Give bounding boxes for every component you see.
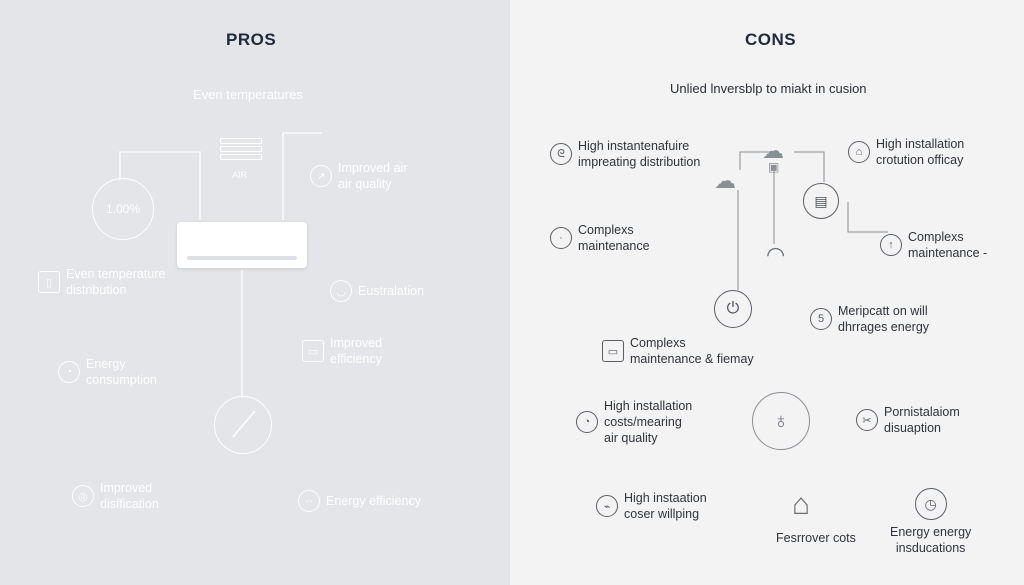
- cons-item-label: Fesrrover cots: [776, 531, 856, 545]
- loop-icon: ᘓ: [550, 143, 572, 165]
- cons-title: CONS: [745, 30, 797, 49]
- cons-item: [576, 398, 692, 446]
- pros-item: [310, 160, 407, 192]
- ducts-icon: [220, 138, 262, 180]
- number-five-icon: 5: [810, 308, 832, 330]
- cons-item: [776, 530, 856, 546]
- house-icon: ⌂: [792, 488, 811, 521]
- cons-item-label: High installation crotution officay: [876, 137, 965, 167]
- pros-item-label: Improved disffication: [100, 481, 159, 511]
- meter-icon: ◔: [58, 361, 80, 383]
- thermo-icon: ◡: [330, 280, 352, 302]
- panel-icon: ▭: [302, 340, 324, 362]
- circle-icon: ·: [550, 227, 572, 249]
- pros-item-label: Eustralation: [358, 284, 425, 298]
- clock-icon: ◷: [915, 488, 947, 520]
- clock-icon: [214, 396, 272, 454]
- cons-subtitle: Unlied lnversblp to miakt in cusion: [670, 81, 867, 96]
- cloud-icon: ☁: [714, 168, 736, 193]
- plug-icon: ⌁: [596, 495, 618, 517]
- pros-item-label: Energy efficiency: [326, 494, 421, 508]
- pros-item: [72, 480, 159, 512]
- cons-item: [550, 222, 650, 254]
- cons-item: [596, 490, 707, 522]
- cons-item: [848, 136, 964, 168]
- building-icon: ⌂: [848, 141, 870, 163]
- rect-icon: ▭: [602, 340, 624, 362]
- cons-item-label: High instaation coser willping: [624, 491, 707, 521]
- cons-item-label: Complexs maintenance: [578, 223, 650, 253]
- pros-panel: [0, 0, 510, 585]
- cons-item-label: Pornistalaiom disuaption: [884, 405, 960, 435]
- pros-item: [298, 490, 421, 512]
- phone-icon: ▯: [38, 271, 60, 293]
- pros-item-label: Even temperature distribution: [66, 267, 166, 297]
- power-icon: ⏻: [714, 290, 752, 328]
- lightbulb-icon: ♁: [752, 392, 810, 450]
- cons-item-label: Complexs maintenance & fiemay: [630, 336, 754, 366]
- pros-item-label: Improved air air quality: [338, 161, 408, 191]
- cons-item: [602, 335, 754, 367]
- pros-item: [330, 280, 424, 302]
- cons-item: [890, 488, 971, 556]
- pros-item: [58, 356, 157, 388]
- target-icon: ◎: [72, 485, 94, 507]
- pros-item-label: Energy consumption: [86, 357, 157, 387]
- gauge-icon: [92, 178, 154, 240]
- tools-icon: ✂: [856, 409, 878, 431]
- cons-panel: [510, 0, 1024, 585]
- cons-item-label: Complexs maintenance -: [908, 230, 988, 260]
- arrow-up-icon: ↑: [880, 234, 902, 256]
- cons-item-label: Meripcatt on will dhrrages energy: [838, 304, 930, 334]
- trend-icon: ↗: [310, 165, 332, 187]
- air-conditioner-unit: [177, 222, 307, 268]
- pros-item-label: Improved efficiency: [330, 336, 383, 366]
- pros-subtitle: Even temperatures: [193, 87, 303, 102]
- cloud-icon: ☁: [762, 138, 784, 163]
- gauge-value: 1.00%: [105, 202, 141, 216]
- wifi-icon: ◠: [766, 242, 786, 267]
- pros-item: [38, 266, 165, 298]
- pros-title: PROS: [226, 30, 277, 49]
- cons-item: [856, 404, 960, 436]
- cons-item-label: High instantenafuire impreating distribution: [578, 139, 701, 169]
- pie-icon: ◔: [576, 411, 598, 433]
- fan-icon: ⇔: [298, 490, 320, 512]
- cons-item: [550, 138, 700, 170]
- cons-item: [880, 229, 987, 261]
- cons-item-label: Energy energy insducations: [890, 525, 972, 555]
- pros-item: [302, 335, 382, 367]
- cons-item: [810, 303, 929, 335]
- cons-item-label: High installation costs/mearing air quality: [604, 399, 693, 445]
- node-icon: ▣: [768, 160, 780, 174]
- ducts-label: AIR: [232, 170, 248, 180]
- server-icon: ▤: [803, 183, 839, 219]
